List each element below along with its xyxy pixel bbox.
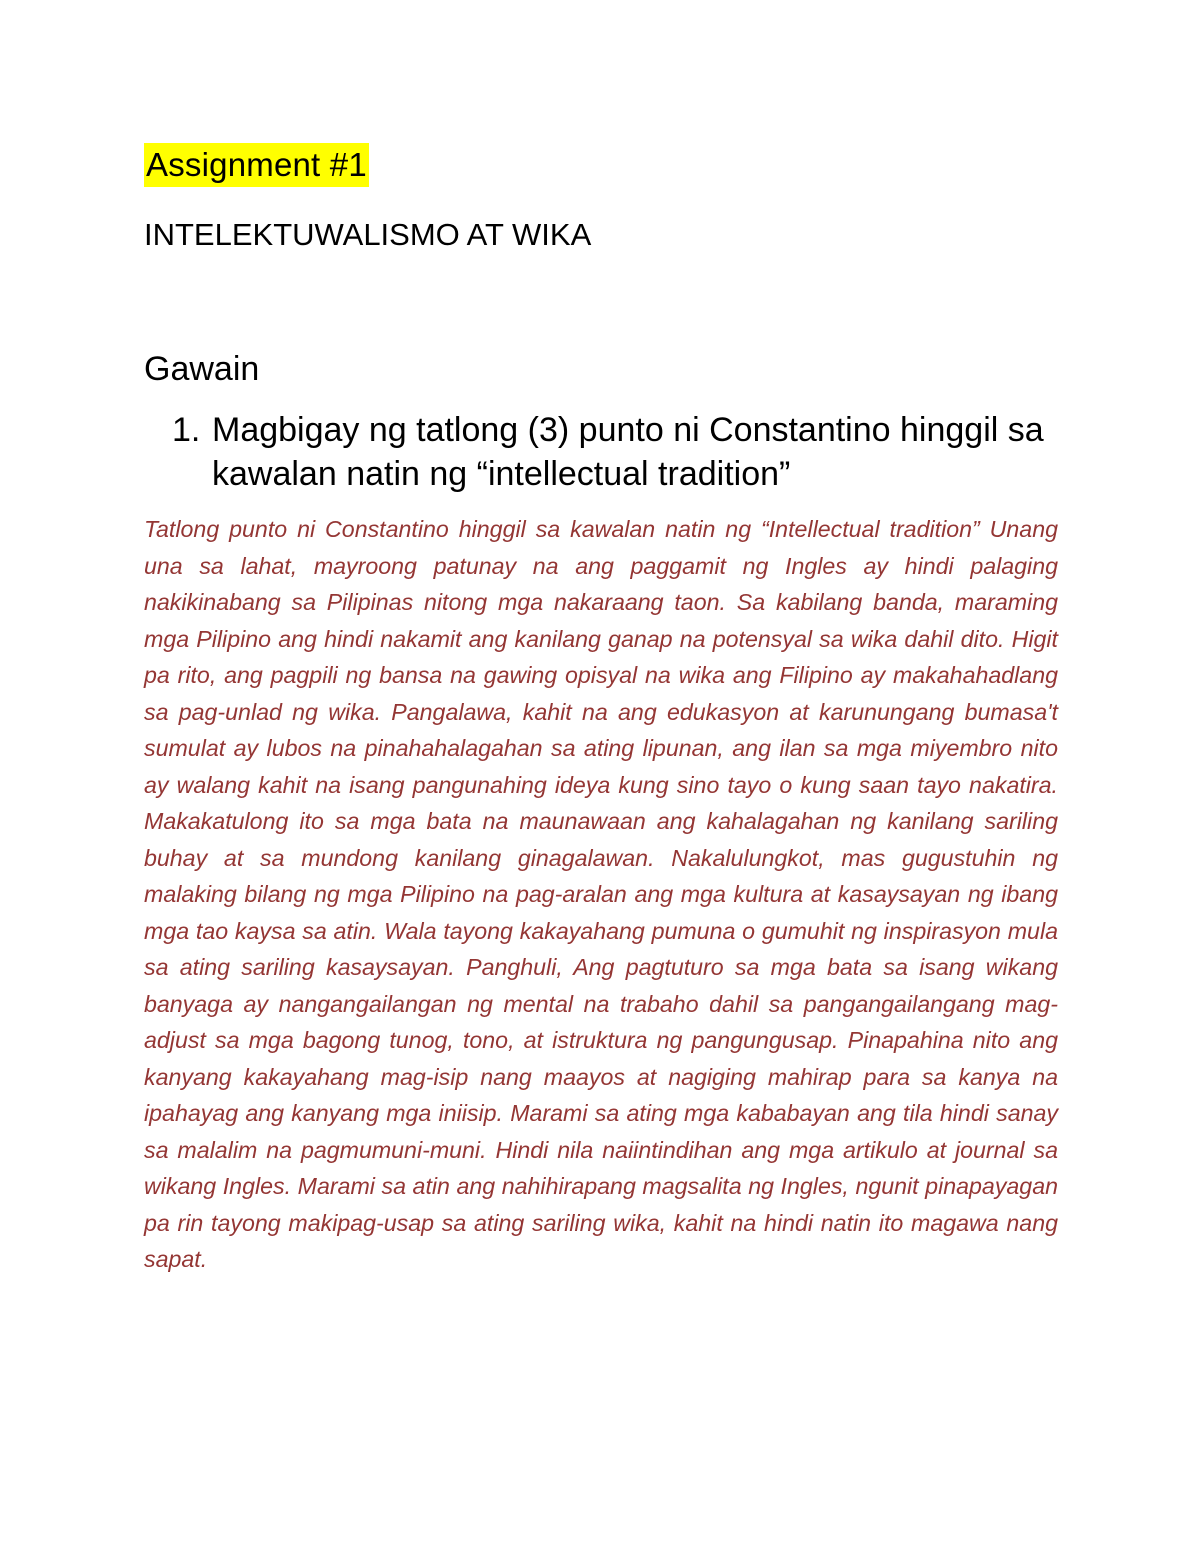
question-text: Magbigay ng tatlong (3) punto ni Constantino hinggil sa kawalan natin ng “intellectual tradition”	[212, 411, 1044, 493]
question-item	[172, 408, 1072, 496]
question-number: 1.	[172, 411, 201, 449]
subject-title: INTELEKTUWALISMO AT WIKA	[144, 217, 592, 252]
section-heading: Gawain	[144, 350, 260, 388]
answer-paragraph: Tatlong punto ni Constantino hinggil sa kawalan natin ng “Intellectual tradition” Unang una sa lahat, mayroong patunay na ang paggamit ng Ingles ay hindi palaging nakikinabang sa Pilipinas nitong mga nakaraang taon. Sa kabilang banda, maraming mga Pilipino ang hindi nakamit ang kanilang ganap na potensyal sa wika dahil dito. Higit pa rito, ang pagpili ng bansa na gawing opisyal na wika ang Filipino ay makahahadlang sa pag-unlad ng wika. Pangalawa, kahit na ang edukasyon at karunungang bumasa't sumulat ay lubos na pinahahalagahan sa ating lipunan, ang ilan sa mga miyembro nito ay walang kahit na isang pangunahing ideya kung sino tayo o kung saan tayo nakatira. Makakatulong ito sa mga bata na maunawaan ang kahalagahan ng kanilang sariling buhay at sa mundong kanilang ginagalawan. Nakalulungkot, mas gugustuhin ng malaking bilang ng mga Pilipino na pag-aralan ang mga kultura at kasaysayan ng ibang mga tao kaysa sa atin. Wala tayong kakayahang pumuna o gumuhit ng inspirasyon mula sa ating sariling kasaysayan. Panghuli, Ang pagtuturo sa mga bata sa isang wikang banyaga ay nangangailangan ng mental na trabaho dahil sa pangangailangang mag-adjust sa mga bagong tunog, tono, at istruktura ng pangungusap. Pinapahina nito ang kanyang kakayahang mag-isip nang maayos at nagiging mahirap para sa kanya na ipahayag ang kanyang mga iniisip. Marami sa ating mga kababayan ang tila hindi sanay sa malalim na pagmumuni-muni. Hindi nila naiintindihan ang mga artikulo at journal sa wikang Ingles. Marami sa atin ang nahihirapang magsalita ng Ingles, ngunit pinapayagan pa rin tayong makipag-usap sa ating sariling wika, kahit na hindi natin ito magawa nang sapat.	[144, 516, 1058, 1272]
assignment-title: Assignment #1	[144, 143, 369, 187]
